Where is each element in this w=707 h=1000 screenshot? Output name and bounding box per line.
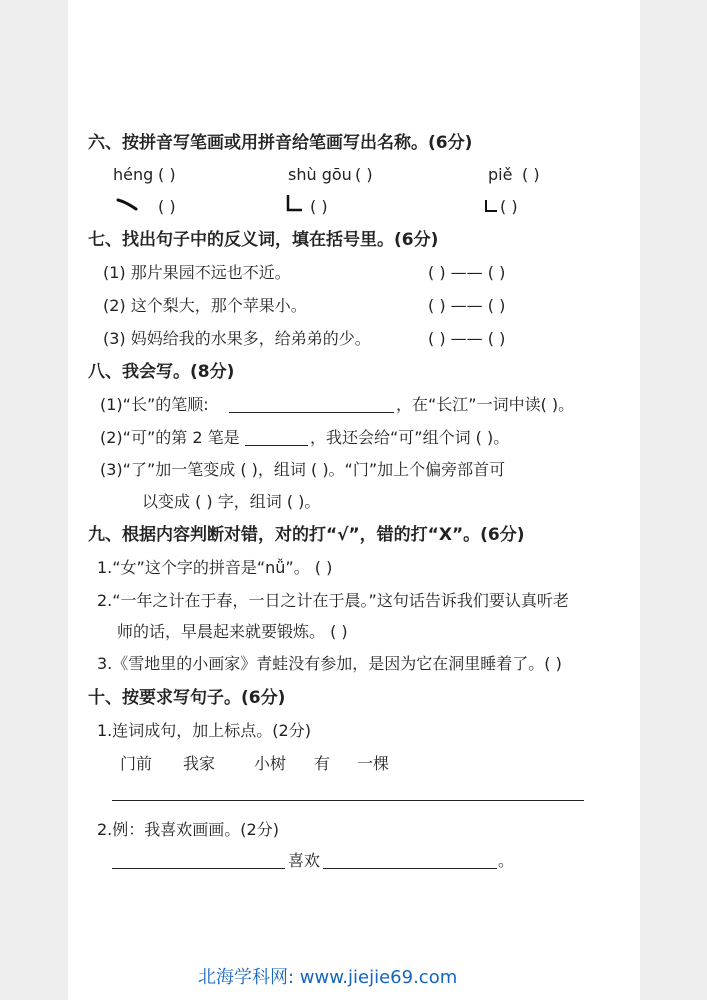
question-text: (2)“可”的第 2 笔是 — [100, 428, 240, 447]
question-text: ，我还会给“可”组个词 ( )。 — [310, 428, 510, 447]
pinyin-shugou: shù gōu — [288, 165, 352, 184]
sentence-end: 。 — [498, 851, 515, 870]
question-text: 3.《雪地里的小画家》青蛙没有参加，是因为它在洞里睡着了。( ) — [97, 654, 562, 673]
site-watermark: 北海学科网: www.jiejie69.com — [198, 967, 458, 988]
list-item: (1) 那片果园不远也不近。 — [103, 263, 291, 282]
pinyin-pie: piě — [488, 165, 513, 184]
question-text: (3)“了”加一笔变成 ( )，组词 ( )。“门”加上个偏旁部首可 — [100, 460, 506, 479]
answer-line[interactable] — [112, 800, 584, 801]
question-text: 以变成 ( ) 字，组词 ( )。 — [142, 492, 321, 511]
answer-paren: ( ) —— ( ) — [428, 263, 506, 282]
question-text: ，在“长江”一词中读( )。 — [396, 395, 575, 414]
section-8-title: 八、我会写。(8分) — [88, 362, 235, 382]
section-6-title: 六、按拼音写笔画或用拼音给笔画写出名称。(6分) — [88, 133, 473, 153]
section-9-title: 九、根据内容判断对错，对的打“√”，错的打“X”。(6分) — [88, 525, 525, 545]
question-text: 1.连词成句，加上标点。(2分) — [97, 721, 311, 740]
word-tile: 我家 — [183, 754, 216, 773]
answer-paren: ( ) — [310, 197, 328, 216]
answer-paren: ( ) —— ( ) — [428, 329, 506, 348]
word-tile: 一棵 — [357, 754, 390, 773]
word-like: 喜欢 — [288, 851, 321, 870]
question-text: 2.例：我喜欢画画。(2分) — [97, 820, 279, 839]
answer-paren: ( ) —— ( ) — [428, 296, 506, 315]
pinyin-heng: héng — [113, 165, 154, 184]
answer-paren: ( ) — [158, 165, 176, 184]
answer-paren: ( ) — [158, 197, 176, 216]
list-item: (3) 妈妈给我的水果多，给弟弟的少。 — [103, 329, 371, 348]
answer-blank[interactable] — [323, 868, 497, 869]
section-7-title: 七、找出句子中的反义词，填在括号里。(6分) — [88, 230, 439, 250]
list-item: (2) 这个梨大，那个苹果小。 — [103, 296, 307, 315]
stroke-shuti-icon — [482, 198, 500, 214]
answer-paren: ( ) — [522, 165, 540, 184]
question-text: 师的话，早晨起来就要锻炼。 ( ) — [117, 622, 348, 641]
answer-blank[interactable] — [245, 445, 308, 446]
answer-paren: ( ) — [500, 197, 518, 216]
stroke-dian-icon — [116, 196, 140, 212]
section-10-title: 十、按要求写句子。(6分) — [88, 688, 286, 708]
stroke-shuzhe-icon — [284, 193, 304, 213]
word-tile: 小树 — [254, 754, 287, 773]
word-tile: 门前 — [120, 754, 153, 773]
question-text: 1.“女”这个字的拼音是“nǚ”。 ( ) — [97, 558, 333, 577]
question-text: (1)“长”的笔顺: — [100, 395, 209, 414]
answer-blank[interactable] — [229, 412, 394, 413]
answer-blank[interactable] — [112, 868, 285, 869]
answer-paren: ( ) — [355, 165, 373, 184]
word-tile: 有 — [314, 754, 331, 773]
question-text: 2.“一年之计在于春，一日之计在于晨。”这句话告诉我们要认真听老 — [97, 591, 569, 610]
